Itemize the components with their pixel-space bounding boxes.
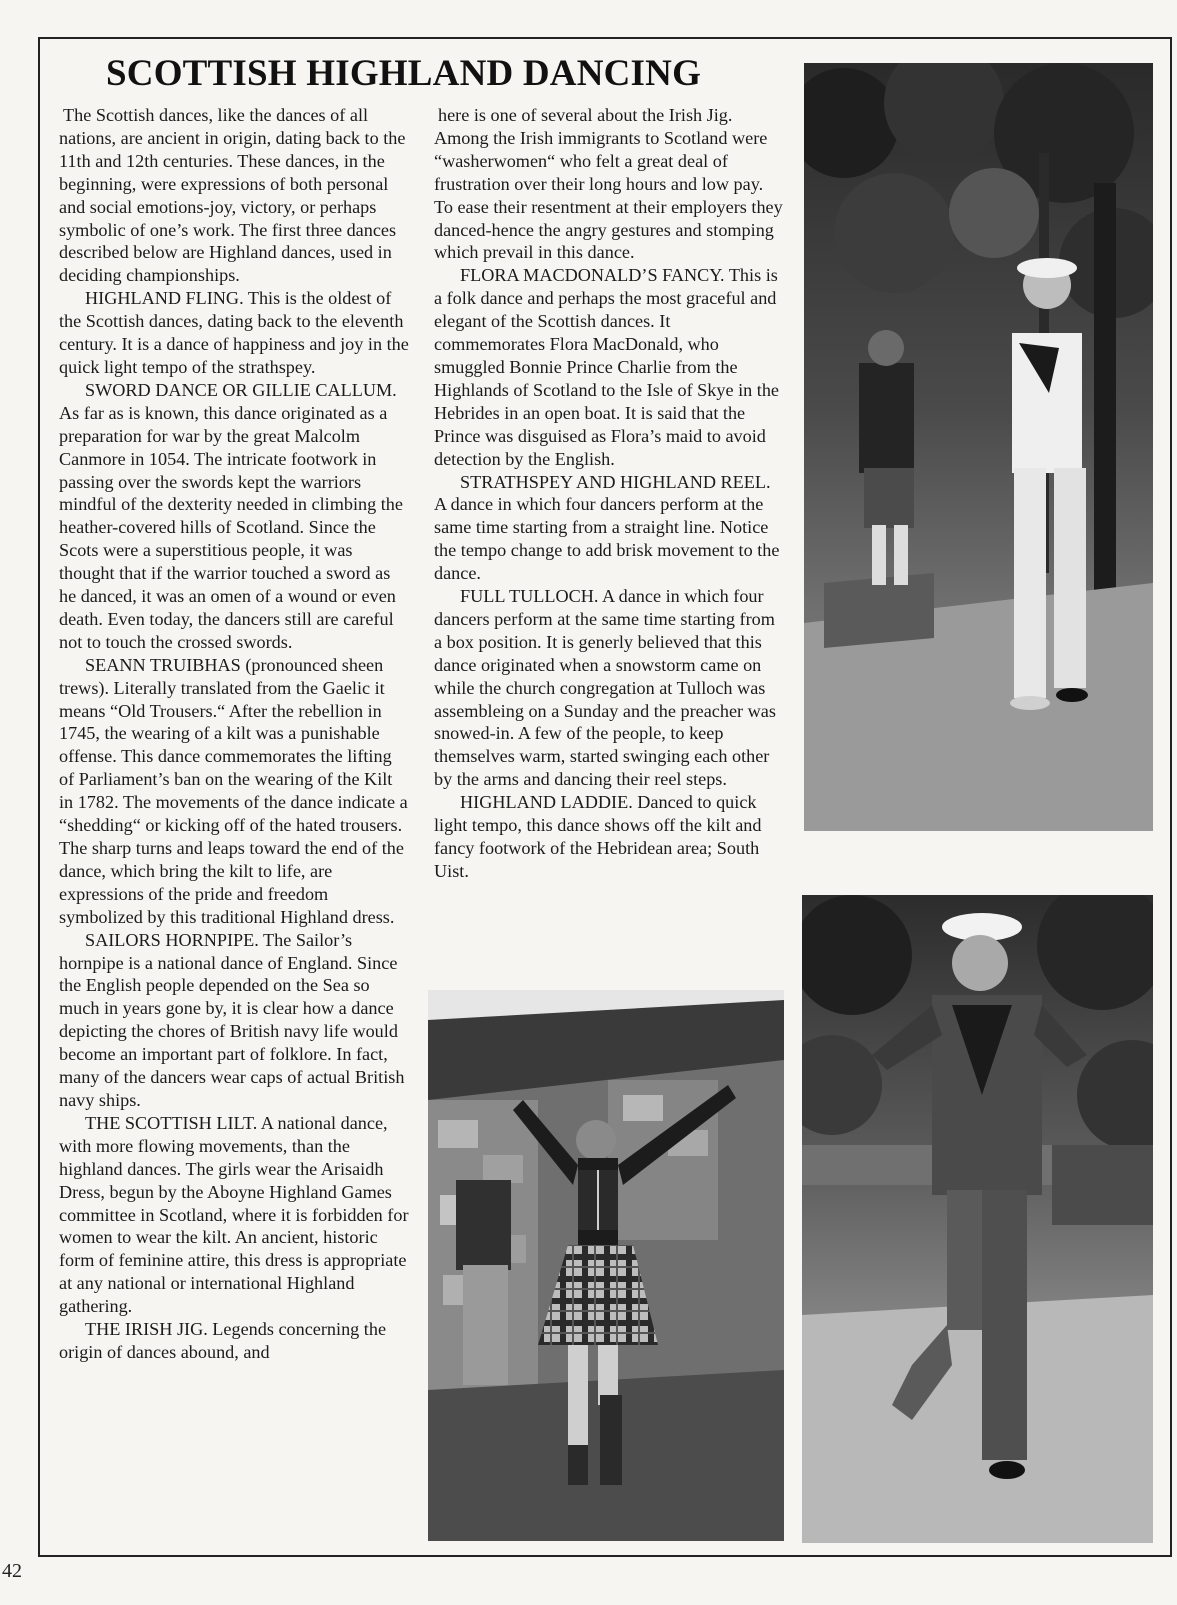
photo-piper-and-sailor-dancer	[804, 63, 1153, 831]
paragraph-seann-truibhas: SEANN TRUIBHAS (pronounced sheen trews). Literally translated from the Gaelic it means “Old Trousers.“ After the rebellion in 1745, the wearing of a kilt was a punishable offense. This dance commemorates the lifting of Parliament’s ban on the wearing of the Kilt in 1782. The movements of the dance indicate a “shedding“ or kicking off of the hated trousers. The sharp turns and leaps toward the end of the dance, which bring the kilt to life, are expressions of the pride and freedom symbolized by this traditional Highland dress.	[59, 654, 408, 927]
paragraph-full-tulloch: FULL TULLOCH. A dance in which four dancers perform at the same time starting from a box position. It is generly believed that this dance originated when a snowstorm came on while the church congregation at Tulloch was assembleing on a Sunday and the preacher was snowed-in. A few of the people, to keep themselves warm, started swinging each other by the arms and dancing their reel steps.	[434, 586, 776, 790]
photo-sailor-hornpipe-dancer	[802, 895, 1153, 1543]
photo-kilted-dancer-arms-raised	[428, 990, 784, 1541]
paragraph-scottish-lilt: THE SCOTTISH LILT. A national dance, with more flowing movements, than the highland dances. The girls wear the Arisaidh Dress, begun by the Aboyne Highland Games committee in Scotland, where it is forbidden for women to wear the kilt. An ancient, historic form of feminine attire, this dress is appropriate at any national or international Highland gathering.	[59, 1112, 409, 1317]
page-number: 42	[2, 1560, 22, 1582]
paragraph-flora-macdonald: FLORA MACDONALD’S FANCY. This is a folk dance and perhaps the most graceful and elegant of the Scottish dances. It commemorates Flora MacDonald, who smuggled Bonnie Prince Charlie from the Highlands of Scotland to the Isle of Skye in the Hebrides in an open boat. It is said that the Prince was disguised as Flora’s maid to avoid detection by the English.	[434, 265, 780, 469]
paragraph-highland-laddie: HIGHLAND LADDIE. Danced to quick light tempo, this dance shows off the kilt and fancy footwork of the Hebridean area; South Uist.	[434, 792, 762, 881]
page-title: SCOTTISH HIGHLAND DANCING	[106, 53, 702, 94]
paragraph-sailors-hornpipe: SAILORS HORNPIPE. The Sailor’s hornpipe is a national dance of England. Since the English people depended on the Sea so much in years gone by, it is clear how a dance depicting the chores of British navy life would become an important part of folklore. In fact, many of the dancers wear caps of actual British navy ships.	[59, 929, 405, 1110]
paragraph-irish-jig-start: THE IRISH JIG. Legends concerning the origin of dances abound, and	[59, 1319, 387, 1362]
text-column-left	[59, 104, 411, 1364]
paragraph-irish-jig-continued: here is one of several about the Irish Jig. Among the Irish immigrants to Scotland were “washerwomen“ who felt a great deal of frustration over their long hours and low pay. To ease their resentment at their employers they danced-hence the angry gestures and stomping which prevail in this dance.	[434, 105, 783, 263]
paragraph-sword-dance: SWORD DANCE OR GILLIE CALLUM. As far as is known, this dance originated as a preparation for war by the great Malcolm Canmore in 1054. The intricate footwork in passing over the swords kept the warriors mindful of the dexterity needed in climbing the heather-covered hills of Scotland. Since the Scots were a superstitious people, it was thought that if the warrior touched a sword as he danced, it was an omen of a wound or even death. Even today, the dancers still are careful not to touch the crossed swords.	[59, 379, 403, 652]
text-column-middle	[434, 104, 786, 883]
intro-paragraph: The Scottish dances, like the dances of all nations, are ancient in origin, dating back to the 11th and 12th centuries. These dances, in the beginning, were expressions of both personal and social emotions-joy, victory, or perhaps symbolic of one’s work. The first three dances described below are Highland dances, used in deciding championships.	[59, 105, 406, 286]
paragraph-highland-fling: HIGHLAND FLING. This is the oldest of the Scottish dances, dating back to the eleventh century. It is a dance of happiness and joy in the quick light tempo of the strathspey.	[59, 288, 409, 377]
paragraph-strathspey-reel: STRATHSPEY AND HIGHLAND REEL. A dance in which four dancers perform at the same time starting from a straight line. Notice the tempo change to add brisk movement to the dance.	[434, 471, 780, 584]
